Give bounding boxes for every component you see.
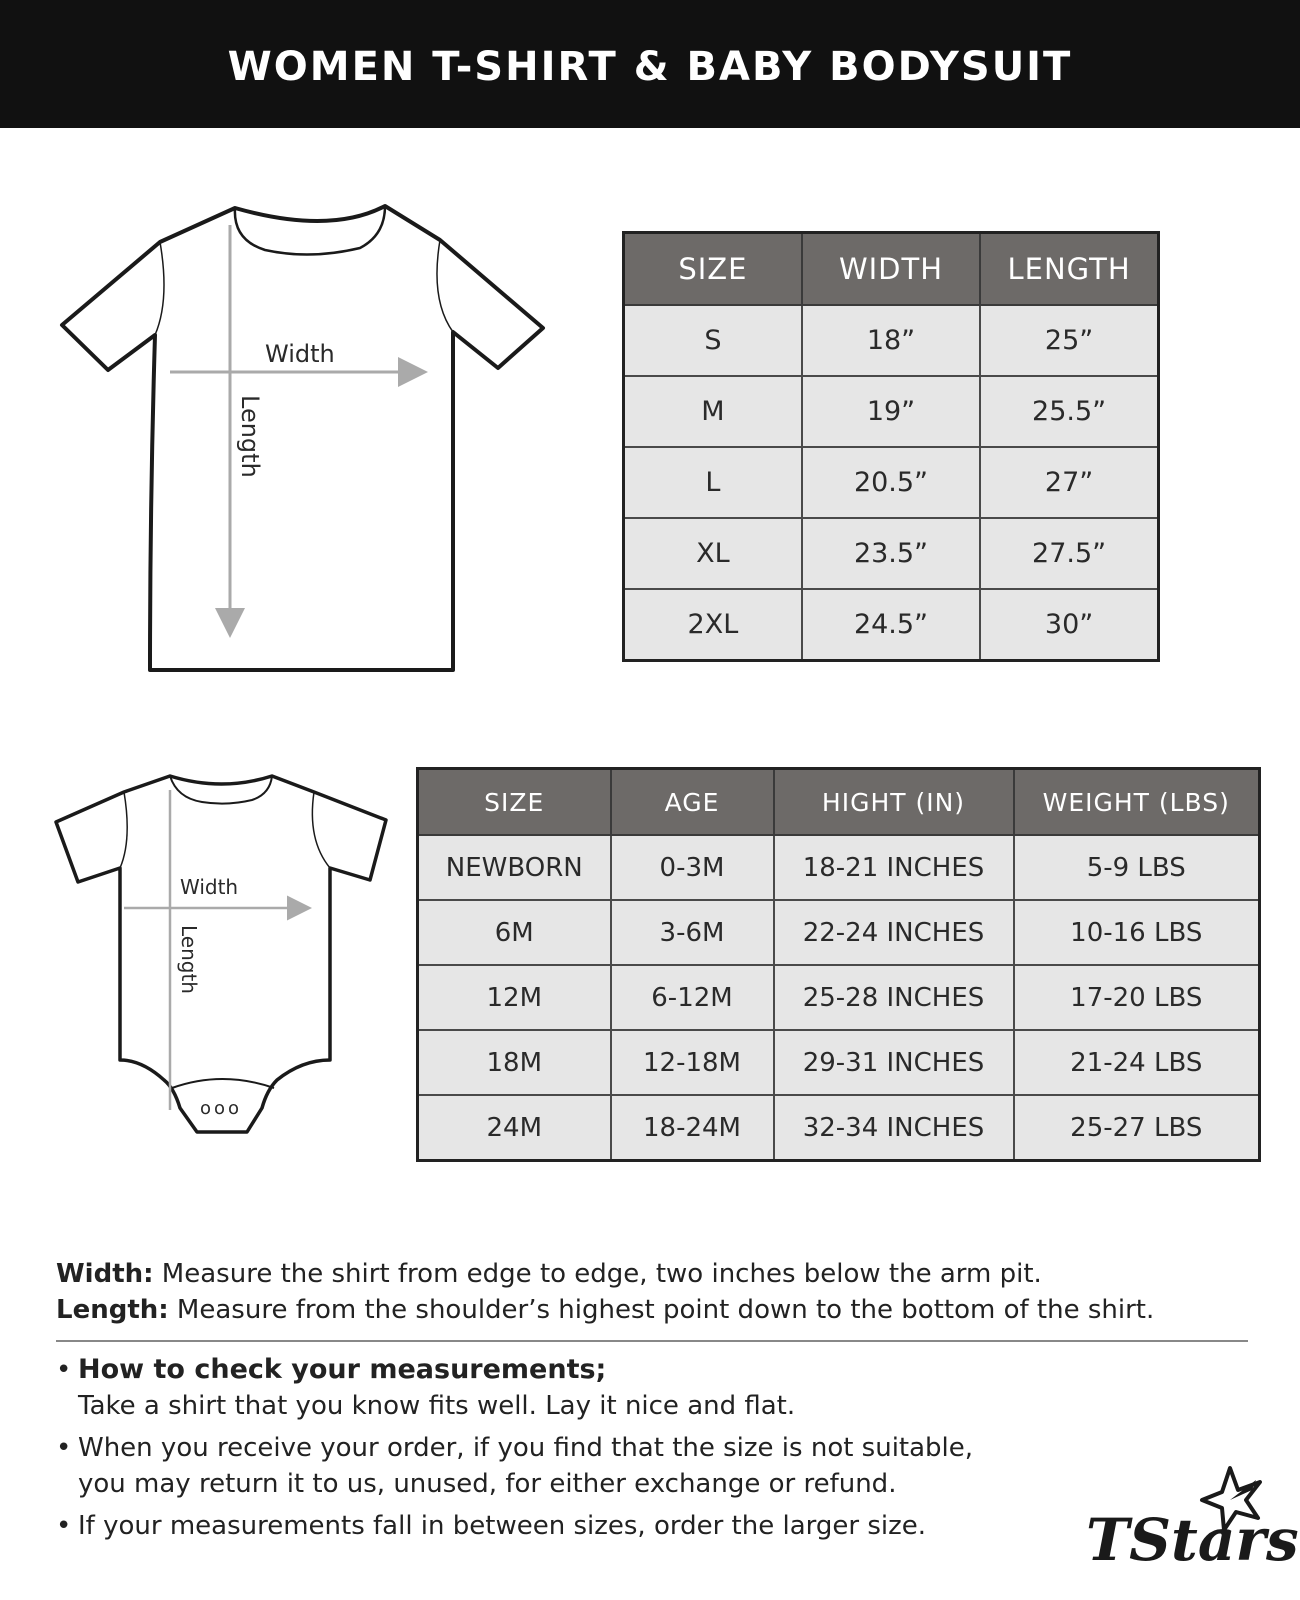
table-cell: 19” xyxy=(802,376,980,447)
table-cell: 27.5” xyxy=(980,518,1158,589)
check-measurements-title: How to check your measurements; xyxy=(78,1354,607,1385)
table-row xyxy=(418,965,1260,1030)
table-cell: 6M xyxy=(418,900,611,965)
width-note-label: Width: xyxy=(56,1259,154,1289)
table-cell: 5-9 LBS xyxy=(1014,835,1260,900)
baby-bodysuit-illustration xyxy=(52,770,392,1144)
between-sizes-text: If your measurements fall in between sizes, order the larger size. xyxy=(78,1511,927,1541)
width-note-text: Measure the shirt from edge to edge, two inches below the arm pit. xyxy=(153,1259,1042,1289)
table-cell: 21-24 LBS xyxy=(1014,1030,1260,1095)
tshirt-outline-icon xyxy=(62,206,543,670)
length-label: Length xyxy=(177,925,201,994)
table-cell: 18-21 INCHES xyxy=(774,835,1014,900)
table-cell: 18M xyxy=(418,1030,611,1095)
table-header-row xyxy=(418,769,1260,836)
table-cell: 25-27 LBS xyxy=(1014,1095,1260,1161)
table-row xyxy=(624,447,1159,518)
check-measurements-text: Take a shirt that you know fits well. Lay it nice and flat. xyxy=(78,1391,796,1421)
column-header: WIDTH xyxy=(802,233,980,306)
logo-text: TStars xyxy=(1086,1506,1299,1574)
table-cell: 2XL xyxy=(624,589,802,661)
width-label: Width xyxy=(265,340,335,368)
table-cell: 24M xyxy=(418,1095,611,1161)
instructions-list xyxy=(56,1352,1076,1550)
column-header: WEIGHT (LBS) xyxy=(1014,769,1260,836)
table-cell: 25” xyxy=(980,305,1158,376)
table-cell: 6-12M xyxy=(611,965,774,1030)
table-cell: L xyxy=(624,447,802,518)
table-row xyxy=(624,305,1159,376)
length-note xyxy=(56,1292,1266,1328)
column-header: AGE xyxy=(611,769,774,836)
width-label: Width xyxy=(180,875,239,899)
table-cell: 20.5” xyxy=(802,447,980,518)
table-row xyxy=(418,835,1260,900)
baby-size-table xyxy=(416,767,1261,1162)
table-cell: 3-6M xyxy=(611,900,774,965)
table-cell: XL xyxy=(624,518,802,589)
table-cell: M xyxy=(624,376,802,447)
table-row xyxy=(624,518,1159,589)
table-cell: 25-28 INCHES xyxy=(774,965,1014,1030)
measurement-notes xyxy=(56,1256,1266,1328)
table-row xyxy=(418,1095,1260,1161)
tstars-logo xyxy=(1080,1460,1299,1594)
women-tshirt-illustration xyxy=(60,200,560,674)
table-cell: 24.5” xyxy=(802,589,980,661)
table-cell: S xyxy=(624,305,802,376)
table-cell: 27” xyxy=(980,447,1158,518)
return-policy-line2: you may return it to us, unused, for either exchange or refund. xyxy=(78,1469,897,1499)
table-cell: 30” xyxy=(980,589,1158,661)
bullet-icon: • xyxy=(56,1355,72,1385)
table-cell: 12M xyxy=(418,965,611,1030)
table-header-row xyxy=(624,233,1159,306)
table-cell: 12-18M xyxy=(611,1030,774,1095)
table-cell: NEWBORN xyxy=(418,835,611,900)
divider xyxy=(56,1340,1248,1342)
header-bar xyxy=(0,0,1300,128)
list-item xyxy=(56,1430,1076,1502)
table-cell: 10-16 LBS xyxy=(1014,900,1260,965)
column-header: HIGHT (IN) xyxy=(774,769,1014,836)
width-note xyxy=(56,1256,1266,1292)
table-cell: 22-24 INCHES xyxy=(774,900,1014,965)
column-header: SIZE xyxy=(418,769,611,836)
list-item xyxy=(56,1508,1076,1544)
bullet-icon: • xyxy=(56,1433,72,1463)
bullet-icon: • xyxy=(56,1511,72,1541)
table-row xyxy=(624,376,1159,447)
column-header: LENGTH xyxy=(980,233,1158,306)
page-title: WOMEN T-SHIRT & BABY BODYSUIT xyxy=(227,44,1073,90)
table-cell: 32-34 INCHES xyxy=(774,1095,1014,1161)
table-row xyxy=(418,1030,1260,1095)
length-note-label: Length: xyxy=(56,1295,169,1325)
length-label: Length xyxy=(236,395,264,478)
table-cell: 25.5” xyxy=(980,376,1158,447)
table-cell: 0-3M xyxy=(611,835,774,900)
table-cell: 17-20 LBS xyxy=(1014,965,1260,1030)
table-row xyxy=(624,589,1159,661)
snap-buttons-icon: ooo xyxy=(200,1098,243,1119)
table-row xyxy=(418,900,1260,965)
column-header: SIZE xyxy=(624,233,802,306)
table-cell: 29-31 INCHES xyxy=(774,1030,1014,1095)
table-cell: 18-24M xyxy=(611,1095,774,1161)
list-item xyxy=(56,1352,1076,1424)
table-cell: 18” xyxy=(802,305,980,376)
table-cell: 23.5” xyxy=(802,518,980,589)
return-policy-line1: When you receive your order, if you find that the size is not suitable, xyxy=(78,1433,974,1463)
length-note-text: Measure from the shoulder’s highest point down to the bottom of the shirt. xyxy=(168,1295,1155,1325)
women-size-table xyxy=(622,231,1160,662)
